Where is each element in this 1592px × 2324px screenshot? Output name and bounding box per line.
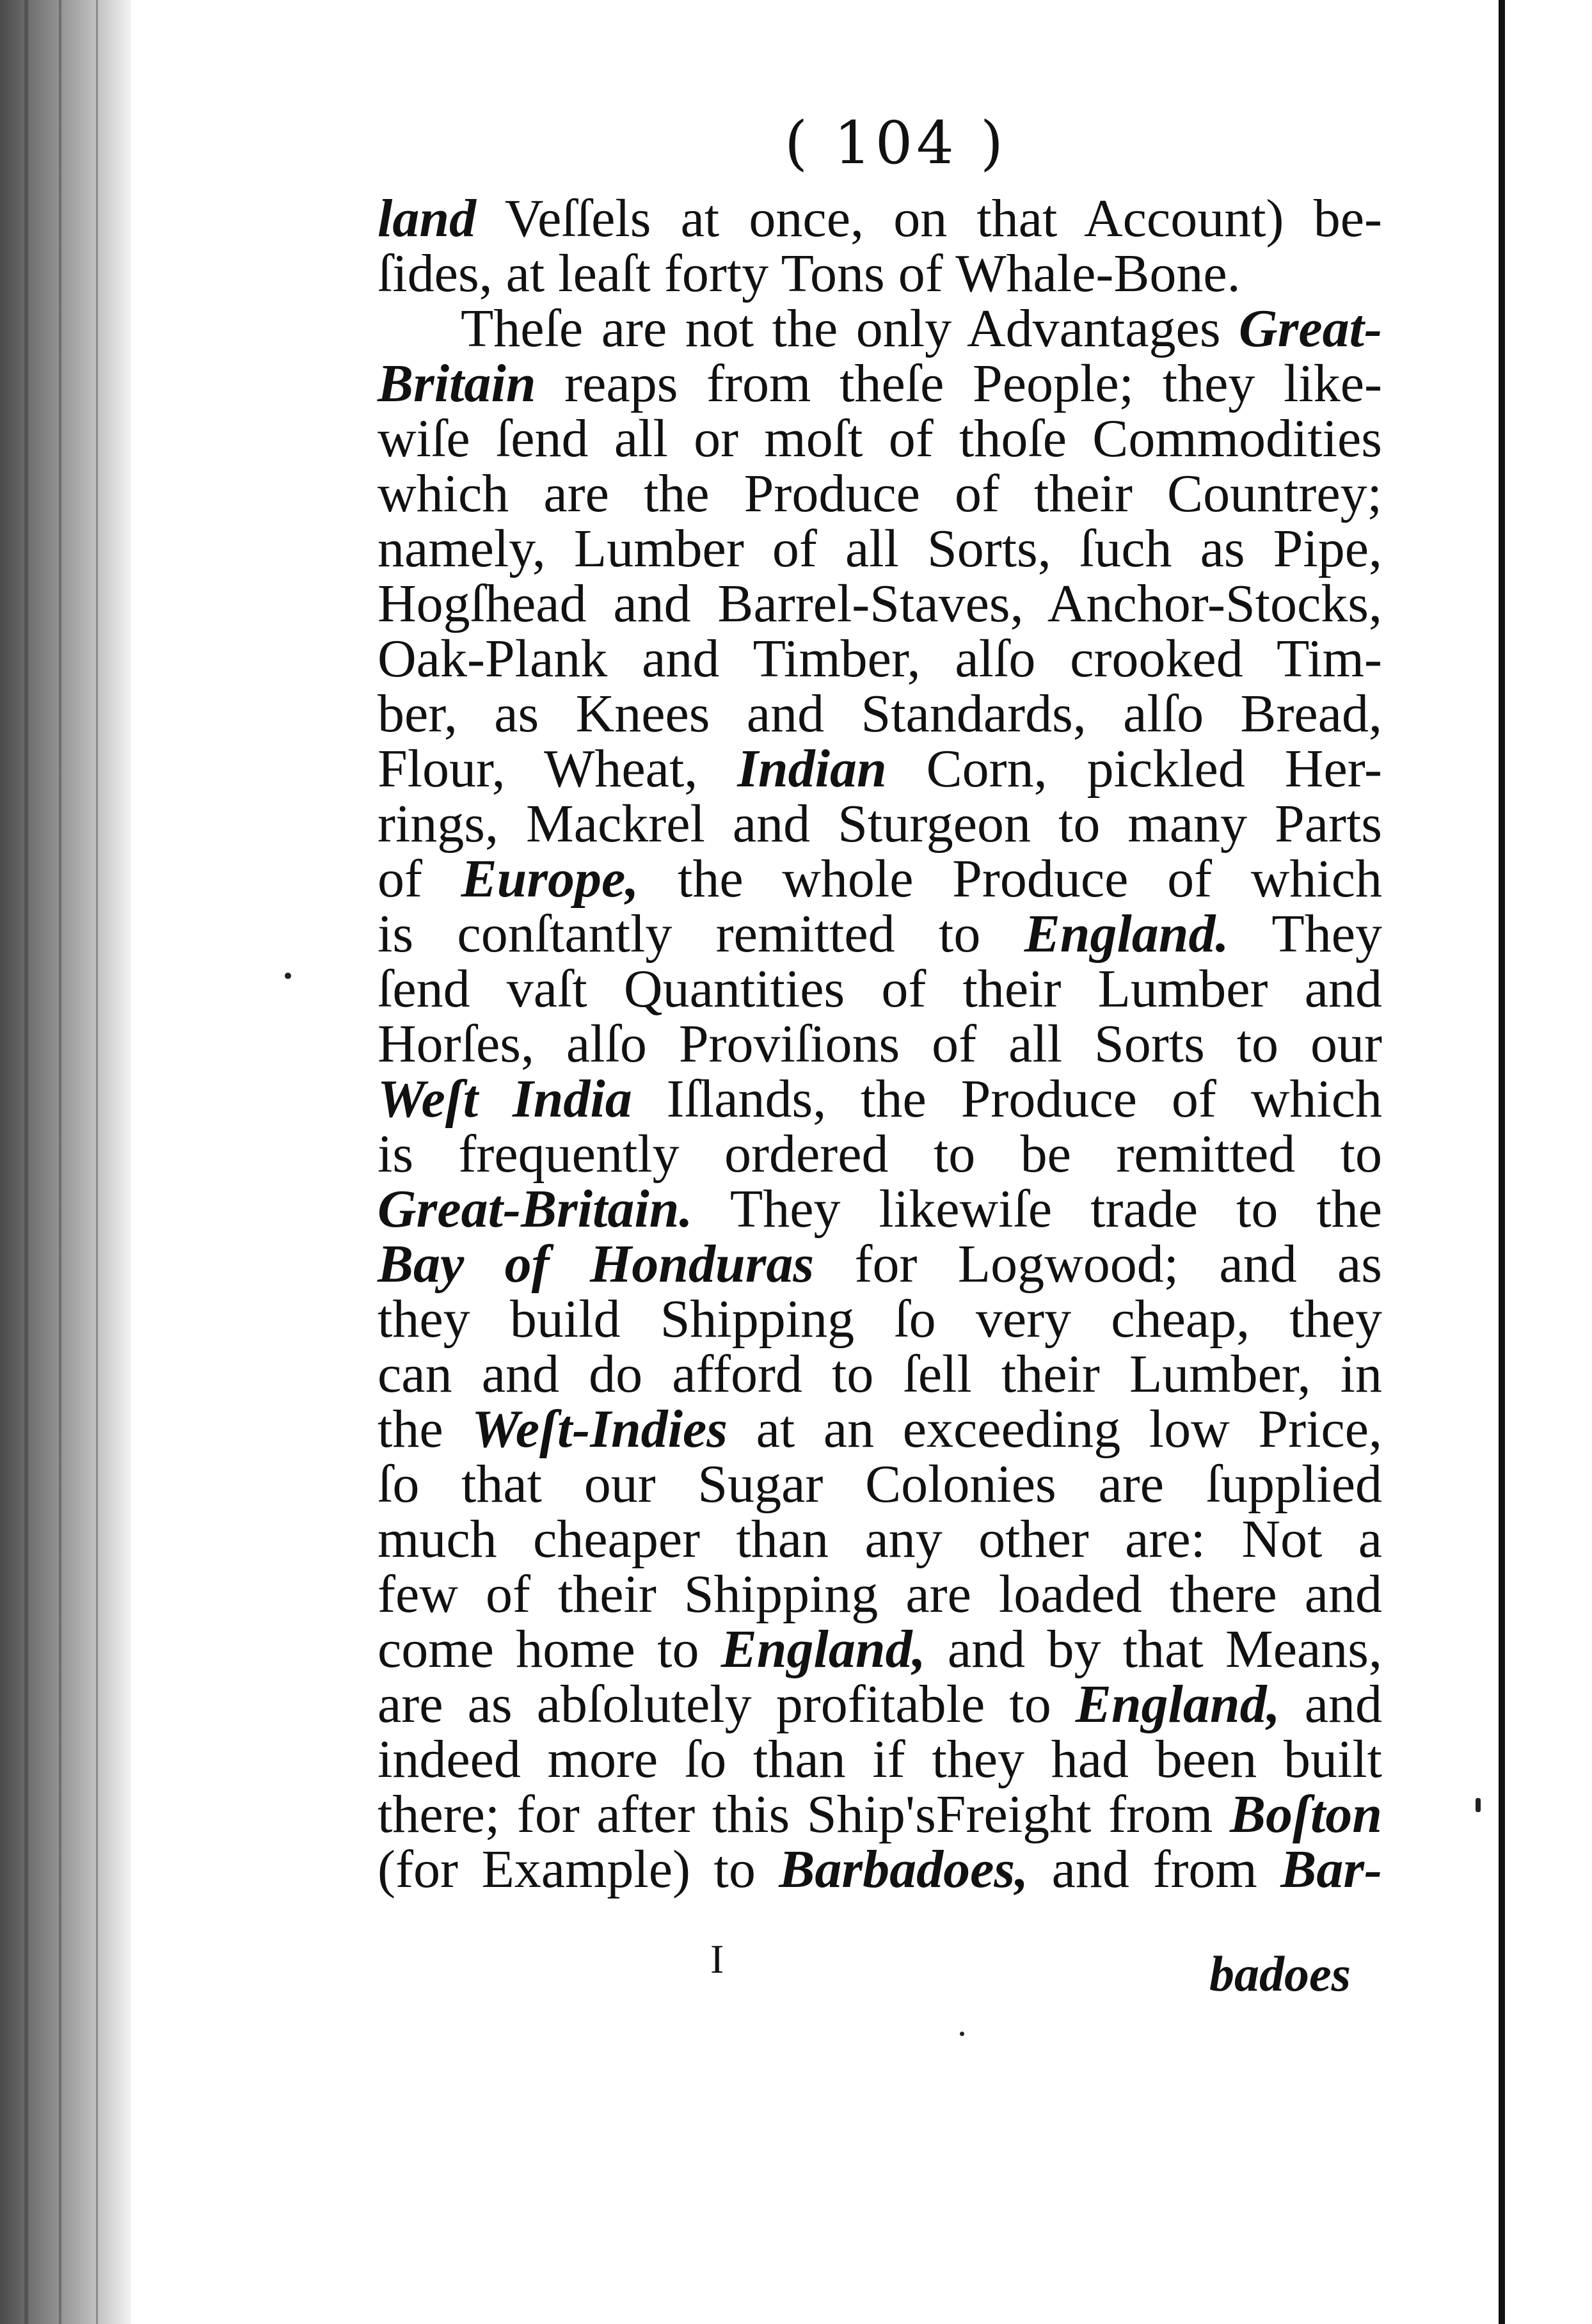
ink-speck [285, 973, 291, 979]
text-italic: Europe, [461, 849, 639, 909]
text-italic: Britain [378, 354, 536, 413]
text-line [378, 1564, 1382, 1624]
text-line [378, 409, 1382, 468]
text-italic: land [378, 189, 477, 248]
text-roman: few of their Shipping are loaded there and [378, 1564, 1382, 1624]
text-roman: they build Shipping ſo very cheap, they [378, 1289, 1382, 1349]
text-roman: ſides, at leaſt forty Tons of Whale-Bone. [378, 244, 1241, 303]
text-roman: Corn, pickled Her- [886, 739, 1382, 799]
text-line [378, 794, 1382, 854]
text-line [378, 189, 1382, 248]
text-italic: England. [1024, 904, 1229, 964]
binding-gutter [0, 0, 131, 2324]
text-italic: Barbadoes, [779, 1840, 1029, 1899]
text-roman: indeed more ſo than if they had been built [378, 1730, 1382, 1789]
catchword: badoes [1209, 1946, 1351, 2002]
text-roman: They likewiſe trade to the [692, 1179, 1382, 1239]
text-line [378, 1289, 1382, 1349]
text-line [378, 1509, 1382, 1569]
text-italic: England, [720, 1620, 926, 1679]
page-number-header: ( 104 ) [784, 109, 1007, 177]
text-roman: for Logwood; and as [814, 1234, 1383, 1294]
text-line [378, 1675, 1382, 1734]
text-roman: of [378, 849, 461, 909]
text-roman: namely, Lumber of all Sorts, ſuch as Pipe, [378, 519, 1382, 578]
text-roman: Iſlands, the Produce of which [632, 1069, 1382, 1129]
text-line [378, 1234, 1383, 1294]
text-roman: is conſtantly remitted to [378, 904, 1024, 964]
text-roman: rings, Mackrel and Sturgeon to many Parts [378, 794, 1382, 854]
text-roman: at an exceeding low Price, [727, 1399, 1382, 1459]
text-roman: the [378, 1399, 472, 1459]
text-roman: is frequently ordered to be remitted to [378, 1124, 1382, 1184]
text-line [378, 574, 1382, 633]
signature-mark: I [710, 1936, 724, 1982]
text-line [378, 1014, 1382, 1074]
text-line [378, 1840, 1382, 1899]
text-line [378, 1730, 1382, 1789]
text-italic: Boſton [1229, 1785, 1382, 1844]
gutter-stripe [96, 0, 98, 2324]
text-italic: Great- [1239, 299, 1382, 358]
text-line [378, 1785, 1382, 1844]
text-line [378, 629, 1382, 688]
text-italic: Bay of Honduras [378, 1234, 815, 1294]
text-roman: are as abſolutely profitable to [378, 1675, 1076, 1734]
text-line [378, 1344, 1382, 1404]
text-roman: (for Example) to [378, 1840, 779, 1899]
text-line [378, 849, 1382, 909]
text-roman: They [1229, 904, 1382, 964]
text-roman: the whole Produce of which [639, 849, 1382, 909]
text-roman: Hogſhead and Barrel-Staves, Anchor-Stocks, [378, 574, 1382, 633]
ink-speck [1476, 1798, 1481, 1812]
text-italic: Great-Britain. [378, 1179, 693, 1239]
text-line [378, 1399, 1382, 1459]
text-line [378, 464, 1382, 523]
text-line [378, 354, 1382, 413]
text-roman: wiſe ſend all or moſt of thoſe Commodities [378, 409, 1382, 468]
text-roman: which are the Produce of their Countrey; [378, 464, 1382, 523]
text-roman: and by that Means, [925, 1620, 1382, 1679]
text-italic: England, [1075, 1675, 1280, 1734]
right-margin [1505, 0, 1592, 2324]
text-line [378, 904, 1382, 964]
text-line [378, 739, 1382, 799]
text-roman: reaps from theſe People; they like- [536, 354, 1382, 413]
text-roman: Oak-Plank and Timber, alſo crooked Tim- [378, 629, 1382, 688]
text-roman: can and do afford to ſell their Lumber, in [378, 1344, 1382, 1404]
page-right-edge [1499, 0, 1505, 2324]
text-roman: Theſe are not the only Advantages [461, 299, 1239, 358]
text-roman: Horſes, alſo Proviſions of all Sorts to our [378, 1014, 1382, 1074]
text-roman: come home to [378, 1620, 721, 1679]
text-line [461, 299, 1382, 358]
text-italic: Indian [737, 739, 887, 799]
text-italic: Bar- [1280, 1840, 1382, 1899]
text-roman: much cheaper than any other are: Not a [378, 1509, 1382, 1569]
text-roman: Flour, Wheat, [378, 739, 738, 799]
ink-speck [960, 2032, 964, 2036]
text-line [378, 1069, 1382, 1129]
text-roman: ber, as Knees and Standards, alſo Bread, [378, 684, 1382, 744]
text-line [378, 1124, 1382, 1184]
text-roman: and from [1028, 1840, 1281, 1899]
gutter-stripe [59, 0, 61, 2324]
gutter-stripe [24, 0, 28, 2324]
text-line [378, 959, 1382, 1019]
text-line [378, 244, 1382, 303]
text-roman: Veſſels at once, on that Account) be- [476, 189, 1382, 248]
text-italic: Weſt India [378, 1069, 632, 1129]
text-line [378, 1620, 1382, 1679]
text-roman: ſo that our Sugar Colonies are ſupplied [378, 1454, 1382, 1514]
text-line [378, 519, 1382, 578]
text-roman: ſend vaſt Quantities of their Lumber and [378, 959, 1382, 1019]
text-line [378, 1454, 1382, 1514]
text-line [378, 684, 1382, 744]
text-roman: there; for after this Ship'sFreight from [378, 1785, 1230, 1844]
text-italic: Weſt-Indies [472, 1399, 728, 1459]
text-line [378, 1179, 1382, 1239]
text-roman: and [1280, 1675, 1382, 1734]
